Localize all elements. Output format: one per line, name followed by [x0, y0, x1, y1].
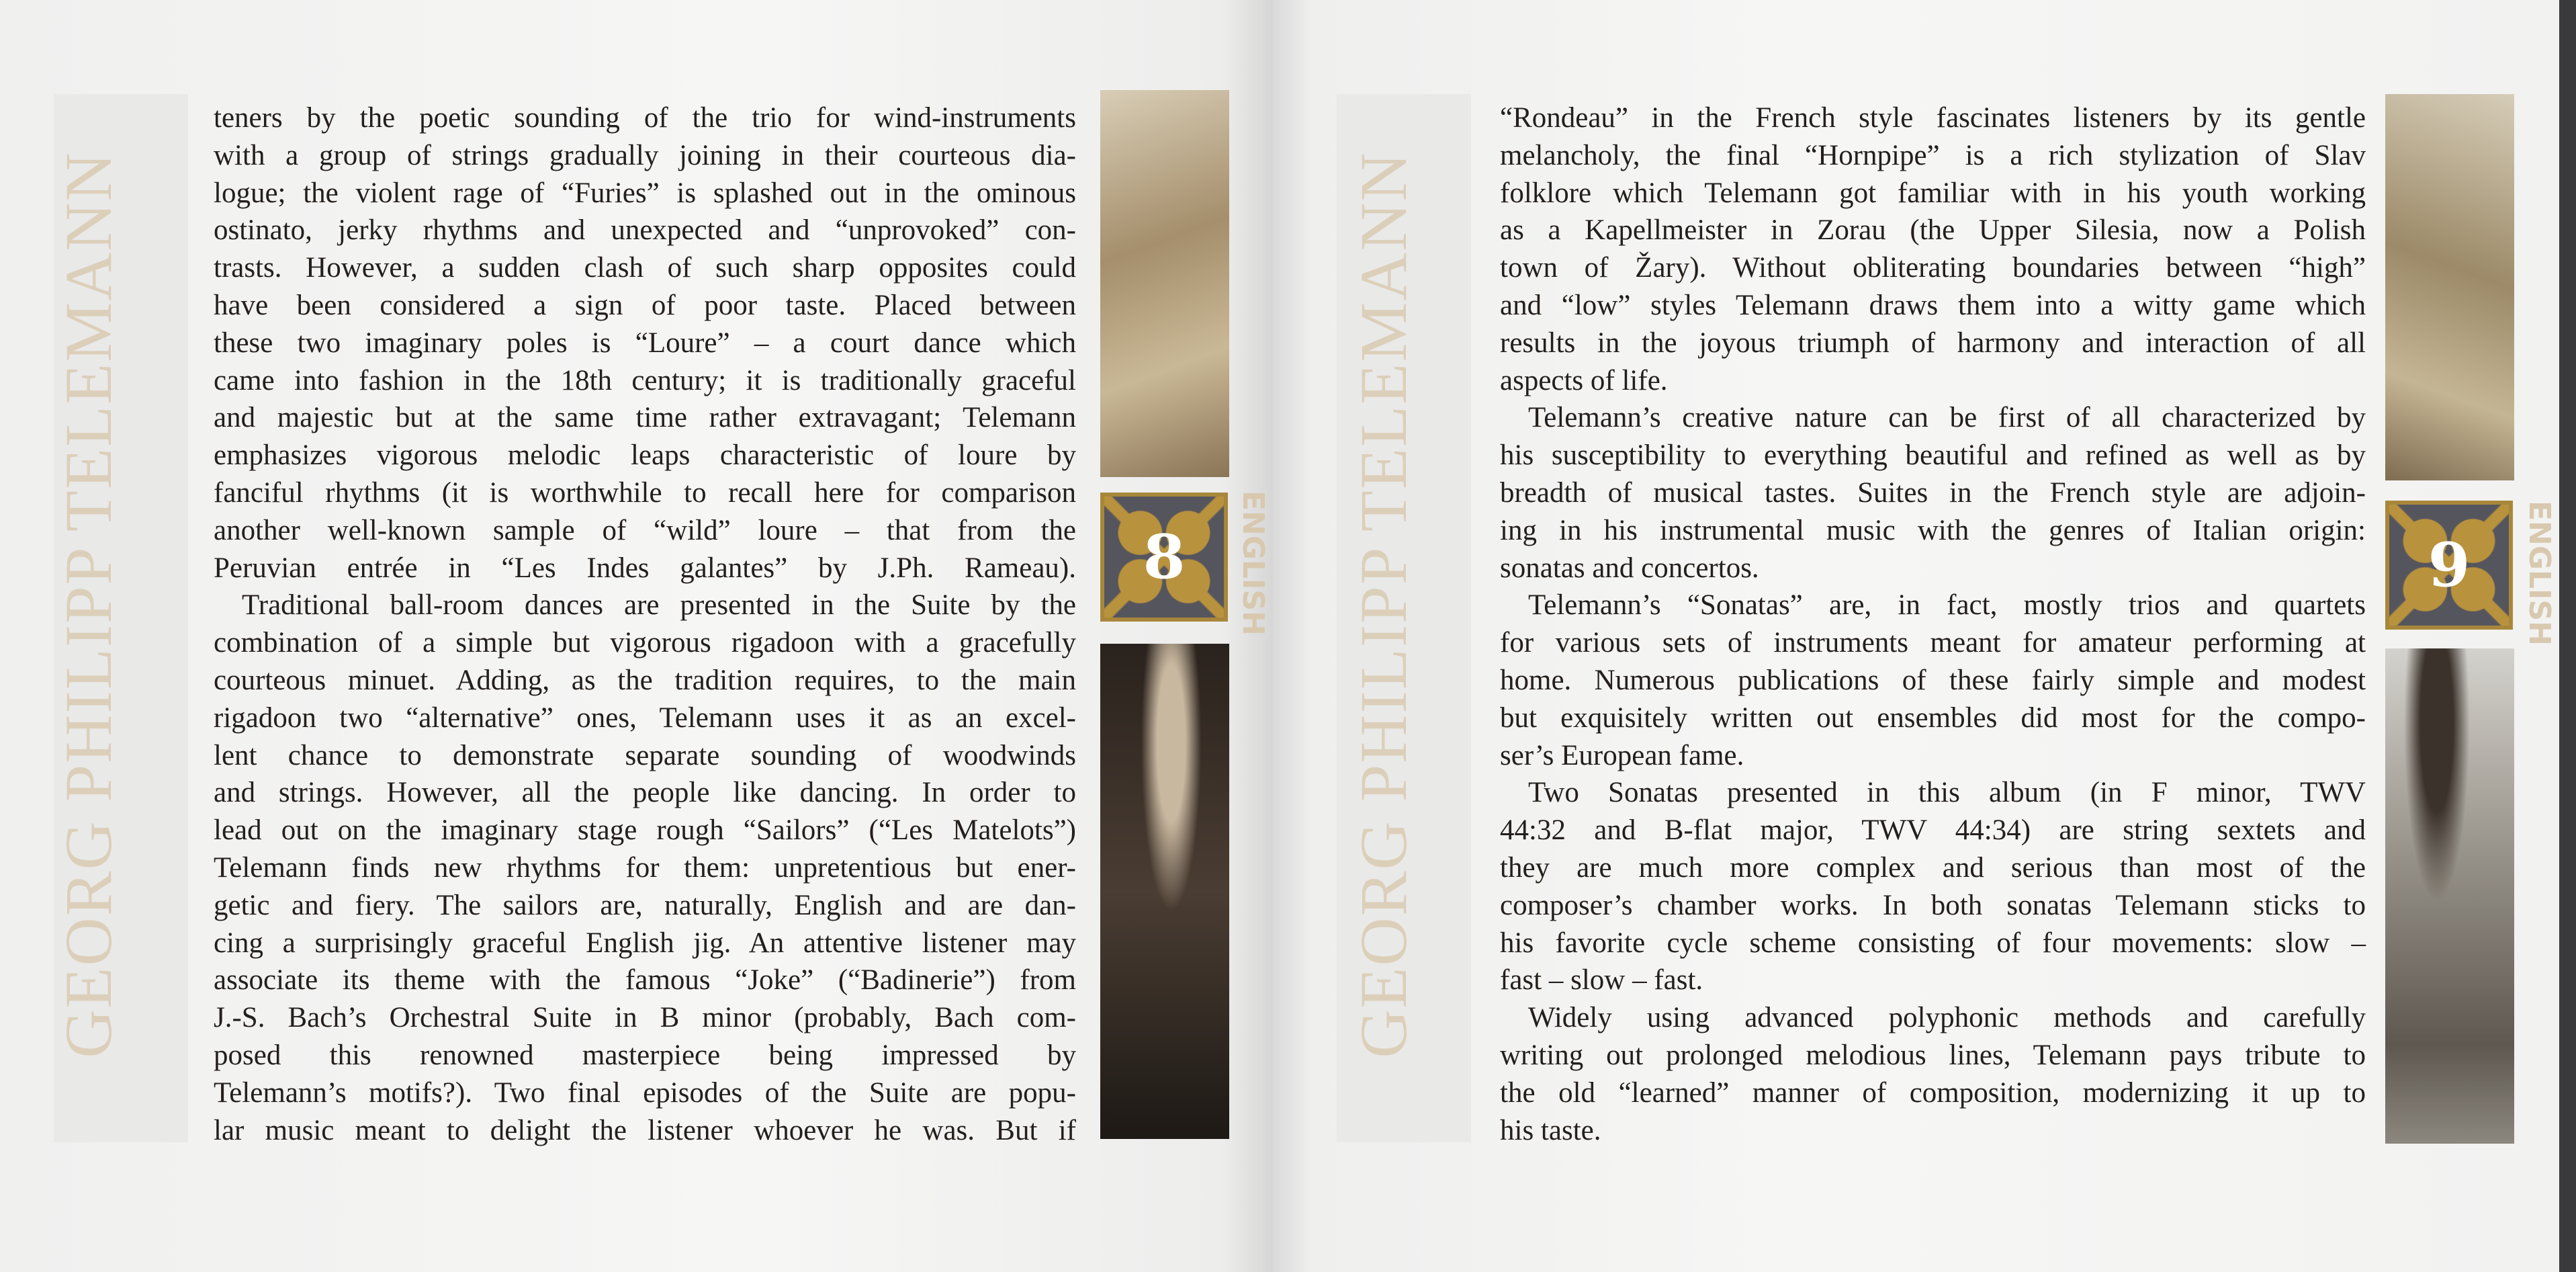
text-line: his taste. [1500, 1114, 1601, 1146]
left-body-text [214, 99, 1076, 1149]
text-line: lead out on the imaginary stage rough “Sailors” (“Les Matelots”) [214, 814, 1076, 847]
text-line: folklore which Telemann got familiar with in his youth working [1500, 177, 2366, 209]
text-line: ser’s European fame. [1500, 739, 1744, 771]
text-line: sonatas and concertos. [1500, 552, 1759, 584]
running-title-vertical: GEORG PHILIPP TELEMANN [51, 151, 126, 1058]
text-line: emphasizes vigorous melodic leaps characteristic of loure by [214, 439, 1076, 472]
text-line: for various sets of instruments meant for amateur performing at [1500, 627, 2366, 659]
text-line: have been considered a sign of poor taste. Placed between [214, 289, 1076, 321]
text-line: Telemann’s creative nature can be first of all characterized by [1528, 402, 2366, 434]
text-line: Telemann’s “Sonatas” are, in fact, mostly trios and quartets [1528, 589, 2366, 622]
text-line: his susceptibility to everything beautiful and refined as well as by [1500, 439, 2366, 472]
text-line: ostinato, jerky rhythms and unexpected and “unprovoked” con- [214, 214, 1076, 247]
cellist-photo [2385, 648, 2514, 1144]
booklet-edge [2559, 0, 2576, 1272]
text-line: they are much more complex and serious than most of the [1500, 851, 2366, 884]
text-line: lent chance to demonstrate separate sounding of woodwinds [214, 739, 1076, 771]
text-line: fanciful rhythms (it is worthwhile to recall here for comparison [214, 476, 1076, 509]
text-line: and majestic but at the same time rather extravagant; Telemann [214, 402, 1076, 434]
text-line: and “low” styles Telemann draws them into a witty game which [1500, 289, 2366, 321]
text-line: J.-S. Bach’s Orchestral Suite in B minor (probably, Bach com- [214, 1002, 1076, 1034]
text-line: associate its theme with the famous “Joke” (“Badinerie”) from [214, 964, 1076, 997]
page-number: 8 [1143, 521, 1186, 593]
text-line: Telemann finds new rhythms for them: unpretentious but ener- [214, 851, 1076, 884]
page-number-ornament [2385, 501, 2513, 630]
text-line: melancholy, the final “Hornpipe” is a rich stylization of Slav [1500, 139, 2366, 171]
text-line: posed this renowned masterpiece being impressed by [214, 1039, 1076, 1071]
text-line: 44:32 and B-flat major, TWV 44:34) are string sextets and [1500, 814, 2366, 847]
text-line: writing out prolonged melodious lines, Telemann pays tribute to [1500, 1039, 2366, 1071]
text-line: Two Sonatas presented in this album (in F minor, TWV [1528, 777, 2366, 809]
text-line: with a group of strings gradually joining in their courteous dia- [214, 139, 1076, 171]
text-line: lar music meant to delight the listener whoever he was. But if [214, 1114, 1076, 1146]
text-line: results in the joyous triumph of harmony and interaction of all [1500, 327, 2366, 359]
text-line: getic and fiery. The sailors are, naturally, English and are dan- [214, 889, 1076, 921]
text-line: combination of a simple but vigorous rigadoon with a gracefully [214, 627, 1076, 659]
language-tab: ENGLISH [2522, 501, 2557, 646]
running-title-vertical: GEORG PHILIPP TELEMANN [1346, 151, 1421, 1058]
text-line: rigadoon two “alternative” ones, Telemann uses it as an excel- [214, 702, 1076, 734]
text-line: Widely using advanced polyphonic methods and carefully [1528, 1002, 2366, 1034]
engraving-figure-image [2385, 94, 2514, 480]
text-line: aspects of life. [1500, 364, 1668, 396]
violinist-photo [1100, 644, 1229, 1139]
text-line: these two imaginary poles is “Loure” – a court dance which [214, 327, 1076, 359]
text-line: his favorite cycle scheme consisting of four movements: slow – [1500, 927, 2366, 959]
text-line: Traditional ball-room dances are presented in the Suite by the [242, 589, 1076, 622]
language-tab: ENGLISH [1236, 491, 1270, 636]
text-line: as a Kapellmeister in Zorau (the Upper Silesia, now a Polish [1500, 214, 2366, 247]
right-body-text [1500, 99, 2366, 1149]
text-line: fast – slow – fast. [1500, 964, 1703, 997]
text-line: cing a surprisingly graceful English jig. An attentive listener may [214, 927, 1076, 959]
text-line: Peruvian entrée in “Les Indes galantes” by J.Ph. Rameau). [214, 552, 1076, 584]
text-line: the old “learned” manner of composition, modernizing it up to [1500, 1076, 2366, 1109]
text-line: and strings. However, all the people like dancing. In order to [214, 777, 1076, 809]
text-line: town of Žary). Without obliterating boundaries between “high” [1500, 252, 2366, 284]
text-line: courteous minuet. Adding, as the tradition requires, to the main [214, 664, 1076, 696]
left-page [0, 0, 1273, 1272]
text-line: teners by the poetic sounding of the trio for wind-instruments [214, 102, 1076, 134]
text-line: ing in his instrumental music with the genres of Italian origin: [1500, 514, 2366, 546]
text-line: but exquisitely written out ensembles did most for the compo- [1500, 702, 2366, 734]
text-line: trasts. However, a sudden clash of such sharp opposites could [214, 252, 1076, 284]
page-number: 9 [2428, 529, 2471, 601]
page-number-ornament [1100, 493, 1228, 622]
text-line: logue; the violent rage of “Furies” is splashed out in the ominous [214, 177, 1076, 209]
text-line: breadth of musical tastes. Suites in the French style are adjoin- [1500, 476, 2366, 509]
text-line: “Rondeau” in the French style fascinates listeners by its gentle [1500, 102, 2366, 134]
text-line: composer’s chamber works. In both sonatas Telemann sticks to [1500, 889, 2366, 921]
text-line: home. Numerous publications of these fairly simple and modest [1500, 664, 2366, 696]
text-line: came into fashion in the 18th century; it is traditionally graceful [214, 364, 1076, 396]
engraving-lute-player-image [1100, 90, 1229, 477]
text-line: Telemann’s motifs?). Two final episodes of the Suite are popu- [214, 1076, 1076, 1109]
text-line: another well-known sample of “wild” loure – that from the [214, 514, 1076, 546]
right-page [1273, 0, 2559, 1272]
